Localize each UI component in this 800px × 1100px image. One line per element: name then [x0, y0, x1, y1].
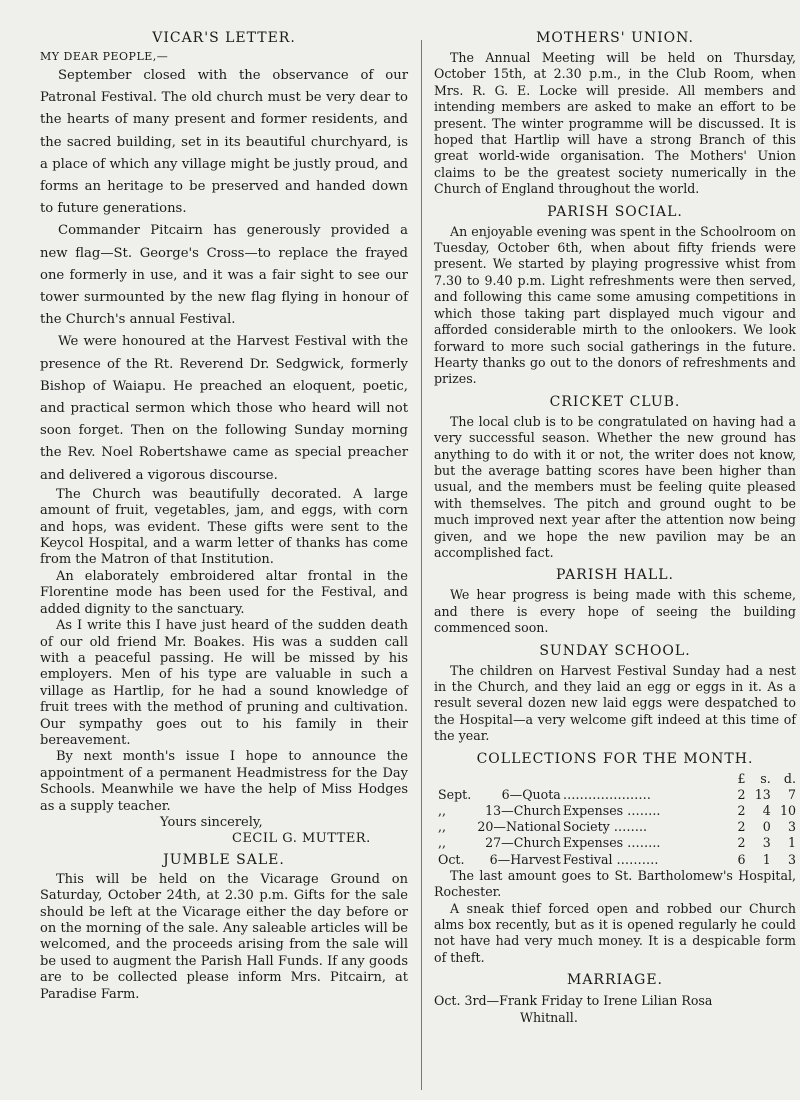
closing: Yours sincerely, — [160, 814, 263, 830]
column-divider — [421, 40, 422, 1090]
table-row: Sept. 6—Quota ………………… 2 13 7 — [438, 786, 796, 802]
parish-hall-text: We hear progress is being made with this scheme, and there is every hope of seeing the building commenced soon. — [434, 587, 796, 636]
parish-social-text: An enjoyable evening was spent in the Schoolroom on Tuesday, October 6th, when about fifty friends were present. We started by playing progressive whist from 7.30 to 9.40 p.m. Light refreshments were then served, and following this came some amusing competitions in which those taking part displayed much vigour and afforded considerable mirth to the onlookers. We look forward to more such social gatherings in the future. Hearty thanks go out to the donors of refreshments and prizes. — [434, 223, 796, 387]
collections-heading: COLLECTIONS FOR THE MONTH. — [476, 750, 754, 767]
sunday-school-heading: SUNDAY SCHOOL. — [539, 642, 691, 659]
left-column — [40, 30, 408, 1003]
marriage-entry — [434, 992, 796, 1026]
mothers-union-heading: MOTHERS' UNION. — [536, 30, 694, 46]
jumble-sale-heading: JUMBLE SALE. — [163, 851, 285, 868]
marriage-line-1: Oct. 3rd—Frank Friday to Irene Lilian Rosa — [434, 993, 713, 1009]
signature: CECIL G. MUTTER. — [232, 831, 371, 847]
marriage-line-2: Whitnall. — [520, 1010, 578, 1026]
vicar-paragraph-2: Commander Pitcairn has generously provided a new flag—St. George's Cross—to replace the frayed one formerly in use, and it was a fair sight to see our tower surmounted by the new flag flying in honour of the Church's annual Festival. — [40, 223, 408, 328]
salutation: MY DEAR PEOPLE,— — [40, 50, 169, 63]
vicar-paragraph-5: An elaborately embroidered altar frontal in the Florentine mode has been used for the Festival, and added dignity to the sanctuary. — [40, 568, 408, 617]
parish-hall-heading: PARISH HALL. — [556, 567, 674, 584]
cricket-club-text: The local club is to be congratulated on having had a very successful season. Whether the new ground has anything to do with it or not, the writer does not know, but the average batting scores have been higher than usual, and the members must be feeling quite pleased with themselves. The pitch and ground ought to be much improved next year after the attention now being given, and we hope the new pavilion may be an accomplished fact. — [434, 413, 796, 560]
table-row: ,, 27—Church Expenses …….. 2 3 1 — [438, 835, 796, 851]
collections-table — [434, 771, 796, 868]
vicar-paragraph-6: As I write this I have just heard of the sudden death of our old friend Mr. Boakes. His was a sudden call with a peaceful passing. He will be missed by his employers. Men of his type are valuable in such a village as Hartlip, for he had a sound knowledge of fruit trees with the method of pruning and cultivation. Our sympathy goes out to his family in their bereavement. — [40, 618, 408, 748]
parish-social-heading: PARISH SOCIAL. — [547, 203, 683, 220]
marriage-heading: MARRIAGE. — [566, 972, 664, 989]
jumble-sale-text: This will be held on the Vicarage Ground on Saturday, October 24th, at 2.30 p.m. Gifts for the sale should be left at the Vicarage either the day before or on the morning of the sale. Any saleable articles will be welcomed, and the proceeds arising from the sale will be used to augment the Parish Hall Funds. If any goods are to be collected please inform Mrs. Pitcairn, at Paradise Farm. — [40, 871, 408, 1002]
sunday-school-text: The children on Harvest Festival Sunday had a nest in the Church, and they laid an egg or eggs in it. As a result several dozen new laid eggs were despatched to the Hospital—a very welcome gift indeed at this time of the year. — [434, 662, 796, 744]
vicar-paragraph-4: The Church was beautifully decorated. A large amount of fruit, vegetables, jam, and eggs, with corn and hops, was evident. These gifts were sent to the Keycol Hospital, and a warm letter of thanks has come from the Matron of that Institution. — [40, 486, 408, 568]
collections-units-row — [434, 771, 796, 787]
table-row: Oct. 6—Harvest Festival ………. 6 1 3 — [438, 851, 796, 867]
vicar-paragraph-7: By next month's issue I hope to announce the appointment of a permanent Headmistress for the Day Schools. Meanwhile we have the help of Miss Hodges as a supply teacher. — [40, 749, 408, 814]
table-row: ,, 13—Church Expenses …….. 2 4 10 — [438, 803, 796, 819]
cricket-club-heading: CRICKET CLUB. — [549, 393, 681, 410]
vicar-paragraph-1: September closed with the observance of our Patronal Festival. The old church must be very dear to the hearts of many present and former residents, and the sacred building, set in its beautiful churchyard, is a place of which any village might be justly proud, and forms an heritage to be preserved and handed down to future generations. — [40, 68, 408, 217]
vicar-paragraph-3: We were honoured at the Harvest Festival with the presence of the Rt. Reverend Dr. Sedgwick, formerly Bishop of Waiapu. He preached an eloquent, poetic, and practical sermon which those who heard will not soon forget. Then on the following Sunday morning the Rev. Noel Robertshawe came as special preacher and delivered a vigorous discourse. — [40, 334, 408, 483]
table-row: ,, 20—National Society …….. 2 0 3 — [438, 819, 796, 835]
collections-note: The last amount goes to St. Bartholomew's Hospital, Rochester. — [434, 867, 796, 900]
right-column — [434, 30, 796, 1026]
vicars-letter-heading: VICAR'S LETTER. — [152, 30, 296, 46]
pounds-unit: £ — [737, 770, 746, 786]
pence-unit: d. — [783, 770, 796, 786]
theft-notice: A sneak thief forced open and robbed our Church alms box recently, but as it is opened regularly he could not have had very much money. It is a despicable form of theft. — [434, 900, 796, 965]
mothers-union-text: The Annual Meeting will be held on Thursday, October 15th, at 2.30 p.m., in the Club Room, when Mrs. R. G. E. Locke will preside. All members and intending members are asked to make an effort to be present. The winter programme will be discussed. It is hoped that Hartlip will have a strong Branch of this great world-wide organisation. The Mothers' Union claims to be the greatest society numerically in the Church of England throughout the world. — [434, 50, 796, 197]
shillings-unit: s. — [760, 770, 771, 786]
